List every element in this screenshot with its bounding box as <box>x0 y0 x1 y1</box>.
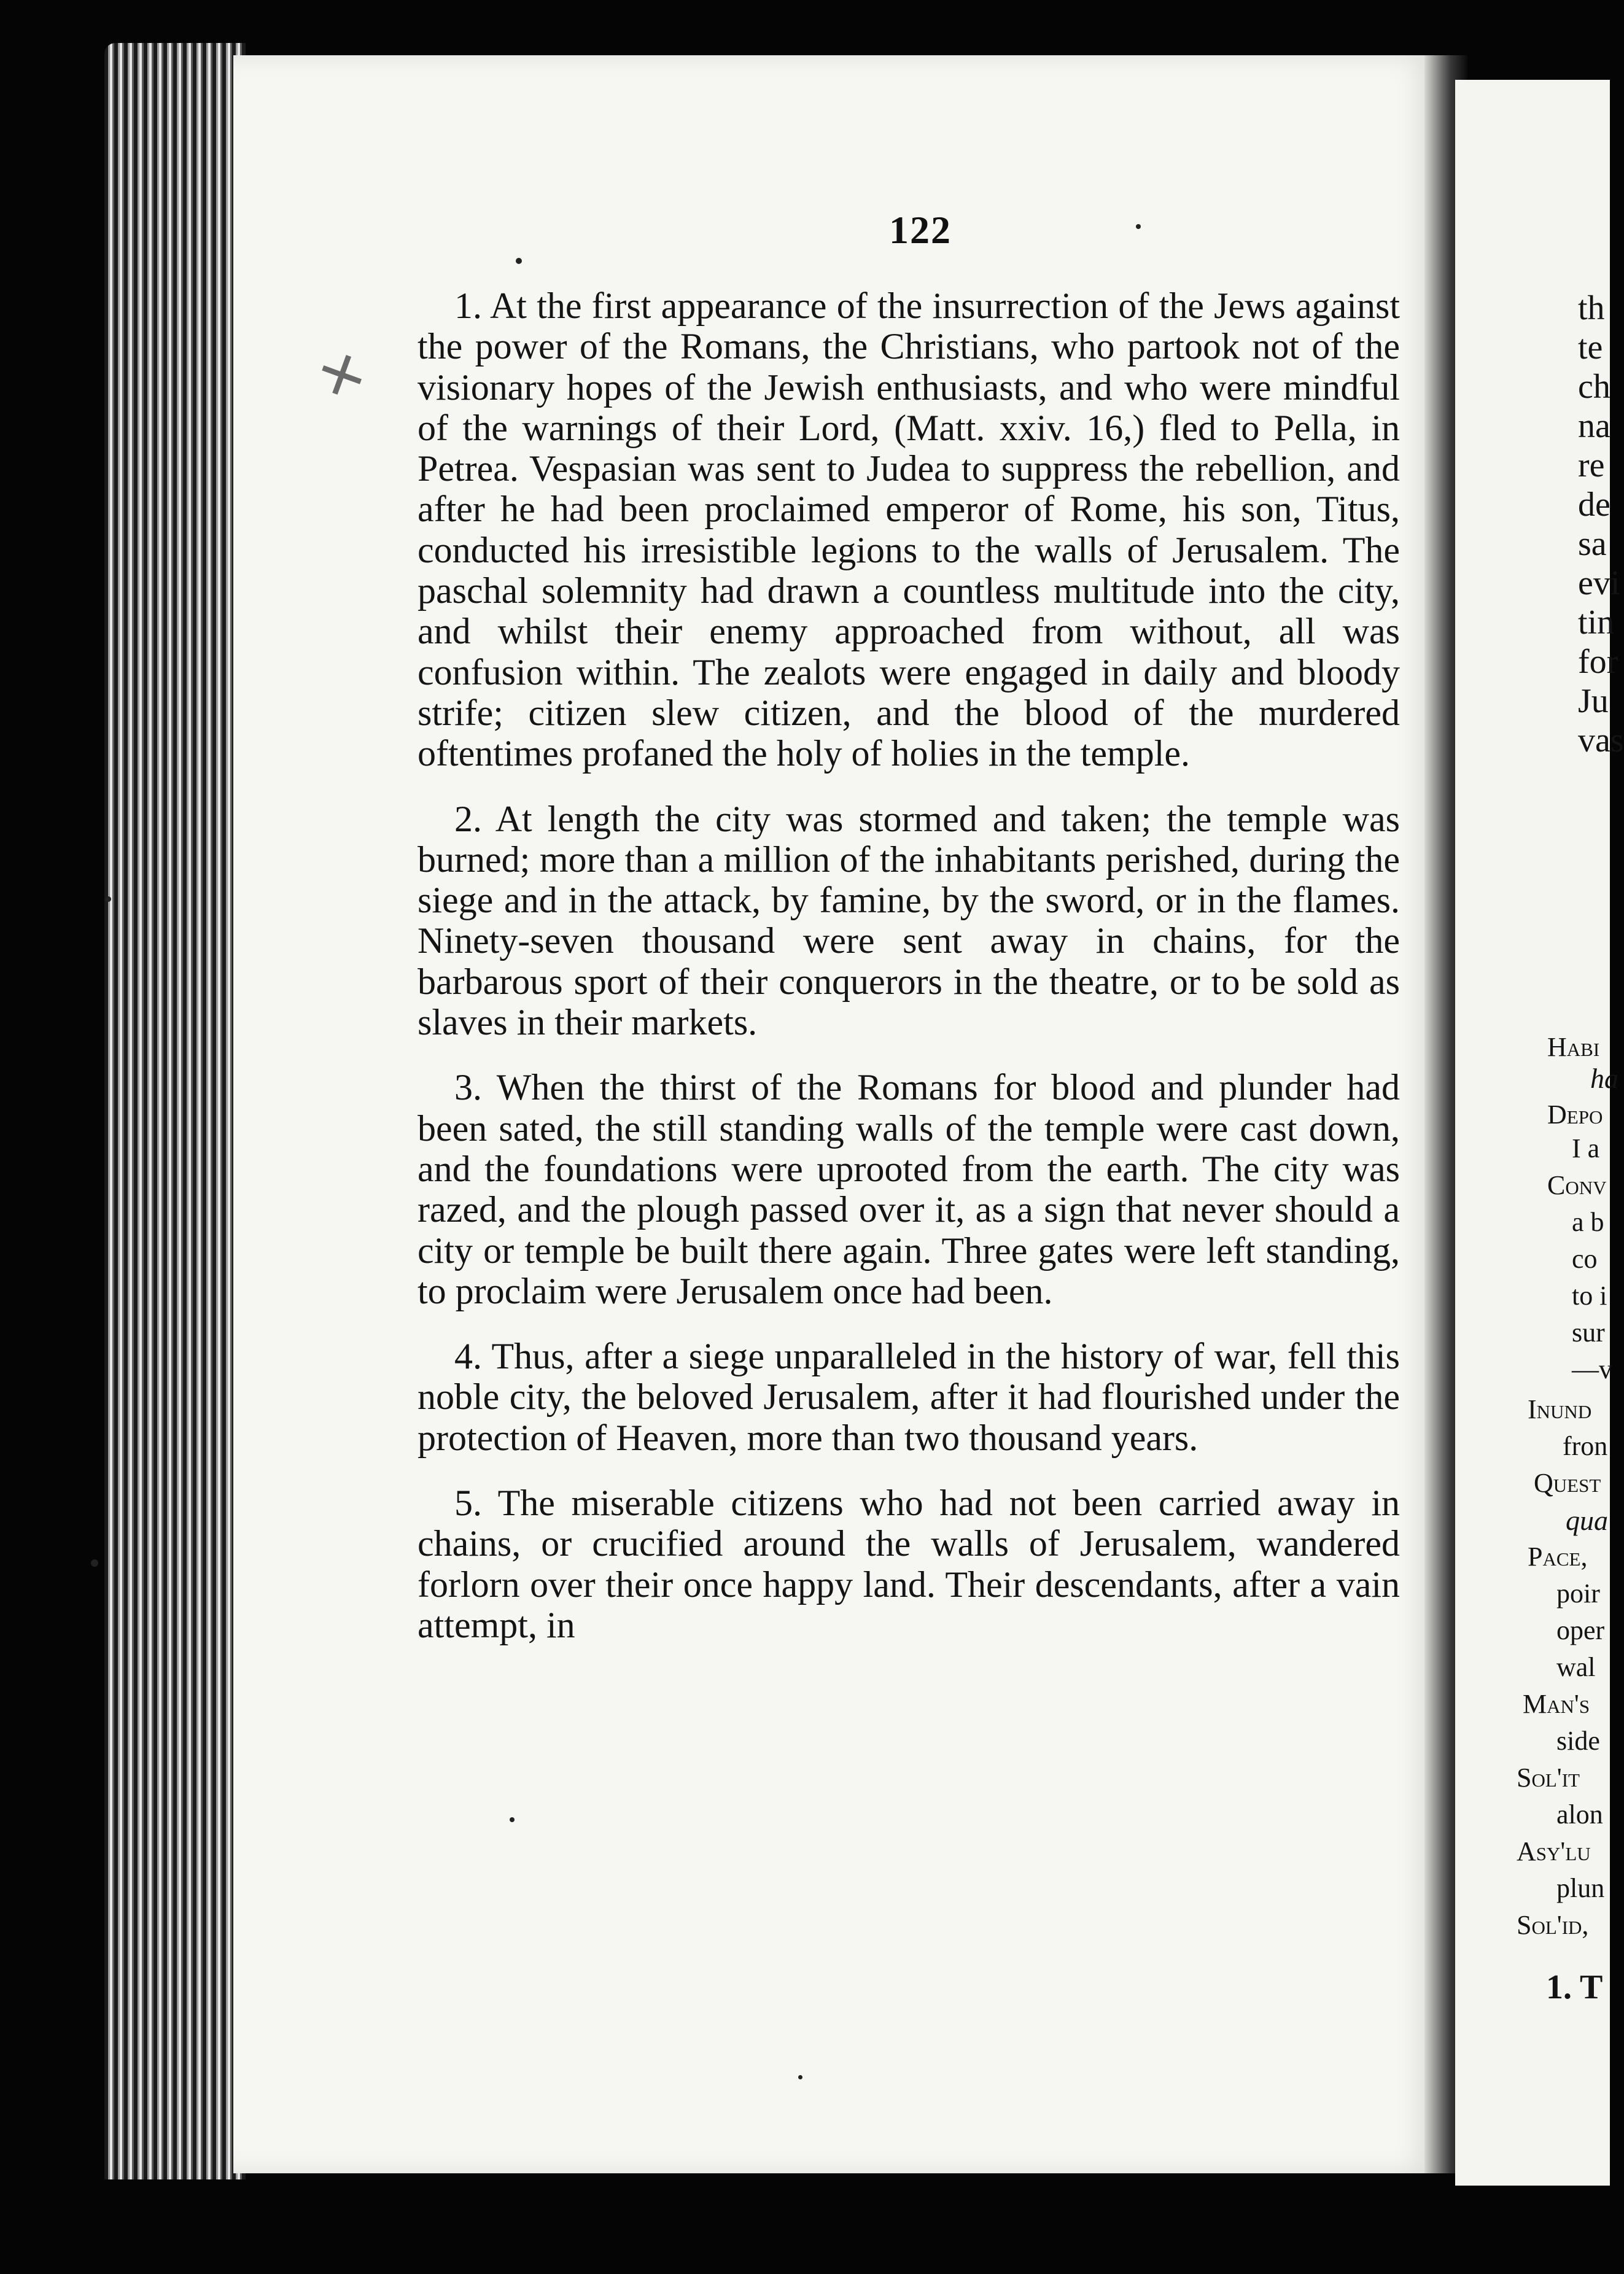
right-lower-line: plun <box>1556 1873 1605 1903</box>
right-lower-line: sur <box>1572 1317 1605 1348</box>
right-upper-line: re <box>1578 446 1605 484</box>
right-lower-line: Pace, <box>1528 1542 1588 1572</box>
right-page-text <box>1455 80 1624 2186</box>
right-lower-line: Asy'lu <box>1517 1836 1591 1866</box>
right-lower-line: Habi <box>1547 1032 1600 1062</box>
ink-speck <box>1136 224 1141 229</box>
right-lower-line: Sol'it <box>1517 1763 1580 1793</box>
ink-speck <box>798 2075 802 2079</box>
right-upper-line: tin <box>1578 603 1615 642</box>
right-lower-line: —v <box>1572 1354 1612 1384</box>
right-lower-line: wal <box>1556 1652 1596 1682</box>
right-lower-line: poir <box>1556 1578 1600 1608</box>
paragraph-4: 4. Thus, after a siege unparalleled in the history of war, fell this noble city, the beloved Jerusalem, after it had flourished under the protection of Heaven, more than two thousand years. <box>418 1336 1400 1458</box>
right-upper-line: na <box>1578 407 1610 445</box>
right-lower-line: Quest <box>1534 1468 1601 1498</box>
right-lower-line: Man's <box>1523 1689 1590 1719</box>
right-upper-line: th <box>1578 289 1605 327</box>
right-lower-line: oper <box>1556 1615 1605 1645</box>
ink-speck <box>510 1817 515 1822</box>
right-upper-line: de <box>1578 486 1610 524</box>
pencil-mark: ✕ <box>309 339 377 414</box>
right-upper-line: Ju <box>1578 682 1609 720</box>
right-lower-line: a b <box>1572 1207 1604 1237</box>
paragraph-5: 5. The miserable citizens who had not been carried away in chains, or crucified around the walls of Jerusalem, wandered forlorn over their once happy land. Their descendants, after a vain attempt, in <box>418 1483 1400 1645</box>
right-lower-line: ha <box>1590 1063 1618 1094</box>
right-lower-line: Sol'id, <box>1517 1910 1589 1940</box>
right-lower-line: alon <box>1556 1799 1603 1830</box>
ink-speck <box>516 258 522 264</box>
right-page-fragment <box>1455 80 1624 2186</box>
right-lower-line: Inund <box>1528 1394 1592 1424</box>
right-lower-line: Depo <box>1547 1100 1603 1130</box>
paragraph-3: 3. When the thirst of the Romans for blood and plunder had been sated, the still standing walls of the temple were cast down, and the foundations were uprooted from the earth. The city was razed, and the plough passed over it, as a sign that never should a city or temple be built there again. Three gates were left standing, to proclaim were Jerusalem once had been. <box>418 1067 1400 1311</box>
page-number: 122 <box>889 208 952 252</box>
right-lower-line: co <box>1572 1244 1598 1274</box>
right-lower-line: side <box>1556 1726 1600 1756</box>
right-upper-line: vas <box>1578 721 1624 759</box>
right-lower-line: 1. T <box>1546 1968 1603 2006</box>
right-lower-line: fron <box>1563 1431 1608 1461</box>
right-upper-line: sa <box>1578 525 1607 563</box>
ink-speck <box>106 896 111 902</box>
right-upper-line: for <box>1578 643 1618 681</box>
right-upper-line: te <box>1578 328 1603 367</box>
page-text <box>418 285 1400 1670</box>
page-edges <box>104 43 246 2179</box>
right-lower-line: to i <box>1572 1281 1607 1311</box>
right-lower-line: Conv <box>1547 1170 1607 1200</box>
right-upper-line: ch <box>1578 368 1610 406</box>
right-upper-line: evi <box>1578 564 1620 602</box>
right-lower-line: qua <box>1566 1505 1608 1536</box>
paragraph-1: 1. At the first appearance of the insurrection of the Jews against the power of the Romans, the Christians, who partook not of the visionary hopes of the Jewish enthusiasts, and who were mindful of the warnings of their Lord, (Matt. xxiv. 16,) fled to Pella, in Petrea. Vespasian was sent to Judea to suppress the rebellion, and after he had been proclaimed emperor of Rome, his son, Titus, conducted his irresistible legions to the walls of Jerusalem. The paschal solemnity had drawn a countless multitude into the city, and whilst their enemy approached from without, all was confusion within. The zealots were engaged in daily and bloody strife; citizen slew citizen, and the blood of the murdered oftentimes profaned the holy of holies in the temple. <box>418 285 1400 774</box>
right-lower-line: I a <box>1572 1133 1600 1163</box>
paragraph-2: 2. At length the city was stormed and taken; the temple was burned; more than a million of the inhabitants perished, during the siege and in the attack, by famine, by the sword, or in the flames. Ninety-seven thousand were sent away in chains, for the barbarous sport of their conquerors in the theatre, or to be sold as slaves in their markets. <box>418 798 1400 1043</box>
ink-speck <box>91 1559 98 1567</box>
